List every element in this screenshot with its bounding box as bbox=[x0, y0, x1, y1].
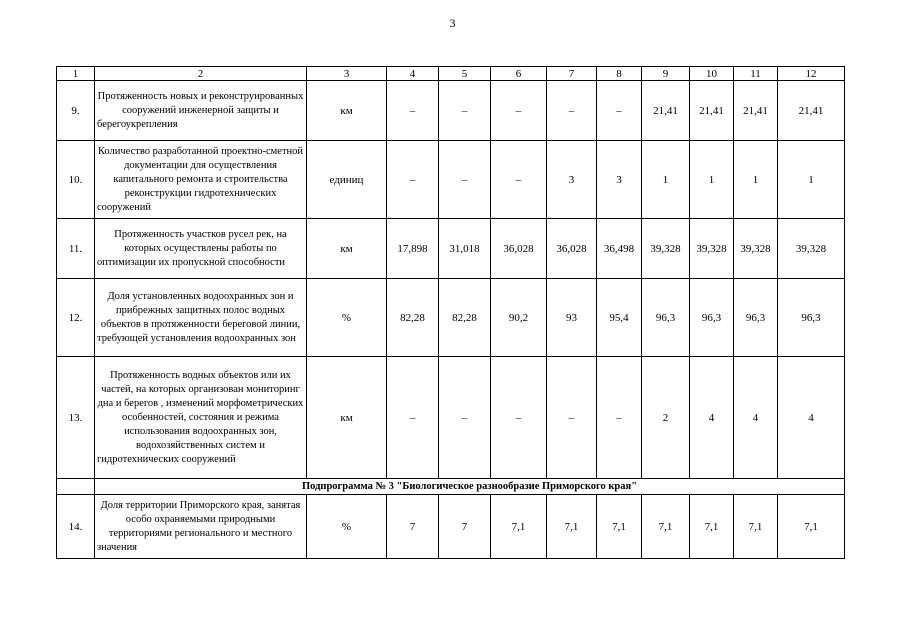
row-number: 12. bbox=[57, 279, 95, 357]
col-header: 7 bbox=[547, 67, 597, 81]
col-header: 5 bbox=[439, 67, 491, 81]
value-cell: 39,328 bbox=[778, 219, 845, 279]
value-cell: 4 bbox=[778, 357, 845, 479]
value-cell: 93 bbox=[547, 279, 597, 357]
value-cell: 2 bbox=[642, 357, 690, 479]
row-number: 9. bbox=[57, 81, 95, 141]
value-cell: – bbox=[597, 357, 642, 479]
value-cell: 90,2 bbox=[491, 279, 547, 357]
value-cell: 7,1 bbox=[597, 495, 642, 559]
value-cell: 36,028 bbox=[547, 219, 597, 279]
value-cell: 95,4 bbox=[597, 279, 642, 357]
row-number: 13. bbox=[57, 357, 95, 479]
value-cell: 82,28 bbox=[387, 279, 439, 357]
value-cell: 3 bbox=[547, 141, 597, 219]
value-cell: 36,498 bbox=[597, 219, 642, 279]
table-row bbox=[57, 357, 845, 479]
value-cell: 4 bbox=[734, 357, 778, 479]
value-cell: 7 bbox=[387, 495, 439, 559]
indicator-description: Доля территории Приморского края, занятая особо охраняемыми природными территориями регионального и местного значения bbox=[95, 495, 307, 559]
table-row bbox=[57, 141, 845, 219]
value-cell: – bbox=[491, 141, 547, 219]
value-cell: 96,3 bbox=[734, 279, 778, 357]
value-cell: 39,328 bbox=[642, 219, 690, 279]
value-cell: 4 bbox=[690, 357, 734, 479]
table-row bbox=[57, 279, 845, 357]
value-cell: 7,1 bbox=[690, 495, 734, 559]
value-cell: 1 bbox=[778, 141, 845, 219]
value-cell: – bbox=[547, 357, 597, 479]
table-row bbox=[57, 495, 845, 559]
col-header: 1 bbox=[57, 67, 95, 81]
value-cell: 7,1 bbox=[778, 495, 845, 559]
table-row bbox=[57, 219, 845, 279]
value-cell: 1 bbox=[690, 141, 734, 219]
col-header: 9 bbox=[642, 67, 690, 81]
value-cell: 3 bbox=[597, 141, 642, 219]
value-cell: 96,3 bbox=[642, 279, 690, 357]
value-cell: 7 bbox=[439, 495, 491, 559]
value-cell: 36,028 bbox=[491, 219, 547, 279]
unit-cell: км bbox=[307, 219, 387, 279]
column-number-row bbox=[57, 67, 845, 81]
indicator-description: Доля установленных водоохранных зон и прибрежных защитных полос водных объектов в протяженности береговой линии, требующей установления водоохранных зон bbox=[95, 279, 307, 357]
indicator-description: Протяженность водных объектов или их частей, на которых организован мониторинг дна и берегов , изменений морфометрических особенностей, состояния и режима использования водоохранных зон, водохозяйственных систем и гидротехнических сооружений bbox=[95, 357, 307, 479]
value-cell: 7,1 bbox=[491, 495, 547, 559]
value-cell: – bbox=[439, 81, 491, 141]
section-row bbox=[57, 479, 845, 495]
value-cell: 21,41 bbox=[642, 81, 690, 141]
unit-cell: единиц bbox=[307, 141, 387, 219]
col-header: 4 bbox=[387, 67, 439, 81]
value-cell: 7,1 bbox=[734, 495, 778, 559]
unit-cell: км bbox=[307, 81, 387, 141]
value-cell: 7,1 bbox=[642, 495, 690, 559]
value-cell: – bbox=[547, 81, 597, 141]
value-cell: 82,28 bbox=[439, 279, 491, 357]
row-number: 10. bbox=[57, 141, 95, 219]
value-cell: – bbox=[491, 357, 547, 479]
value-cell: 1 bbox=[642, 141, 690, 219]
section-title: Подпрограмма № 3 "Биологическое разнообразие Приморского края" bbox=[95, 479, 845, 495]
indicator-description: Протяженность участков русел рек, на которых осуществлены работы по оптимизации их пропускной способности bbox=[95, 219, 307, 279]
value-cell: – bbox=[439, 357, 491, 479]
value-cell: – bbox=[387, 357, 439, 479]
col-header: 11 bbox=[734, 67, 778, 81]
value-cell: 39,328 bbox=[734, 219, 778, 279]
value-cell: 21,41 bbox=[778, 81, 845, 141]
value-cell: 7,1 bbox=[547, 495, 597, 559]
value-cell: 21,41 bbox=[690, 81, 734, 141]
row-number: 11. bbox=[57, 219, 95, 279]
col-header: 10 bbox=[690, 67, 734, 81]
col-header: 12 bbox=[778, 67, 845, 81]
value-cell: – bbox=[387, 141, 439, 219]
value-cell: – bbox=[387, 81, 439, 141]
value-cell: – bbox=[439, 141, 491, 219]
value-cell: 21,41 bbox=[734, 81, 778, 141]
value-cell: 31,018 bbox=[439, 219, 491, 279]
indicators-table bbox=[56, 66, 845, 559]
col-header: 6 bbox=[491, 67, 547, 81]
row-number: 14. bbox=[57, 495, 95, 559]
unit-cell: км bbox=[307, 357, 387, 479]
value-cell: – bbox=[491, 81, 547, 141]
value-cell: 96,3 bbox=[690, 279, 734, 357]
indicator-description: Количество разработанной проектно-сметной документации для осуществления капитального ремонта и строительства реконструкции гидротехнических сооружений bbox=[95, 141, 307, 219]
col-header: 2 bbox=[95, 67, 307, 81]
unit-cell: % bbox=[307, 279, 387, 357]
unit-cell: % bbox=[307, 495, 387, 559]
page-number: 3 bbox=[449, 16, 456, 30]
value-cell: 1 bbox=[734, 141, 778, 219]
table-row bbox=[57, 81, 845, 141]
section-spacer bbox=[57, 479, 95, 495]
value-cell: 17,898 bbox=[387, 219, 439, 279]
col-header: 8 bbox=[597, 67, 642, 81]
value-cell: 96,3 bbox=[778, 279, 845, 357]
value-cell: 39,328 bbox=[690, 219, 734, 279]
col-header: 3 bbox=[307, 67, 387, 81]
value-cell: – bbox=[597, 81, 642, 141]
indicator-description: Протяженность новых и реконструированных сооружений инженерной защиты и берегоукрепления bbox=[95, 81, 307, 141]
